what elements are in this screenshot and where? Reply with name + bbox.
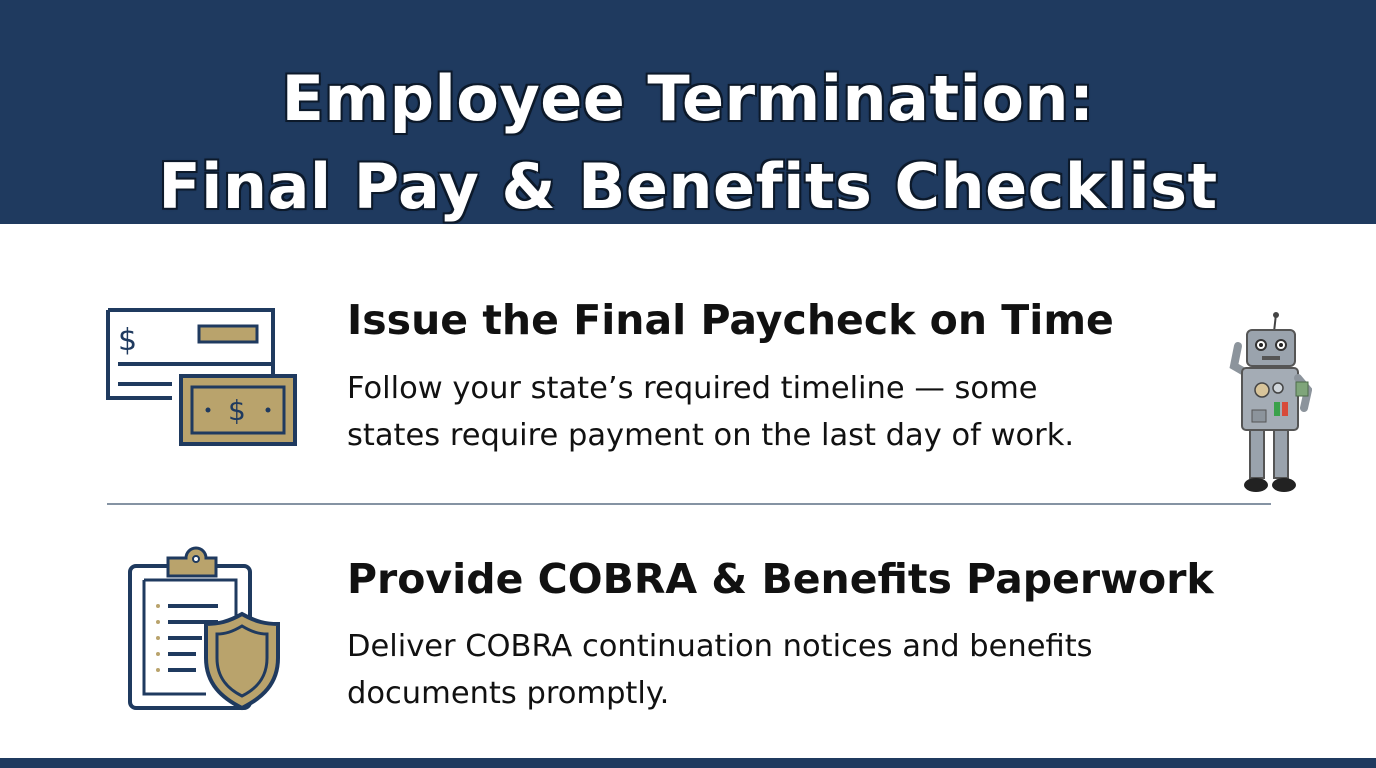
item-heading-cobra-paperwork: Provide COBRA & Benefits Paperwork [347,555,1214,603]
item-heading-final-paycheck: Issue the Final Paycheck on Time [347,296,1114,344]
item-description-line: documents promptly. [347,676,670,711]
header-banner [0,0,1376,224]
svg-text:$: $ [118,323,138,358]
page-title-line-2: Final Pay & Benefits Checklist [158,150,1218,223]
item-description-line: Deliver COBRA continuation notices and benefits [347,629,1093,664]
item-description-line: Follow your state’s required timeline — some [347,371,1038,406]
svg-text:$: $ [228,394,246,427]
section-divider [107,503,1271,505]
footer-bar [0,758,1376,768]
paycheck-and-cash-icon [100,302,305,452]
robot-mascot-icon [1212,310,1312,500]
page-title-line-1: Employee Termination: [281,62,1095,135]
clipboard-shield-icon [122,546,287,716]
item-description-line: states require payment on the last day of work. [347,418,1075,453]
